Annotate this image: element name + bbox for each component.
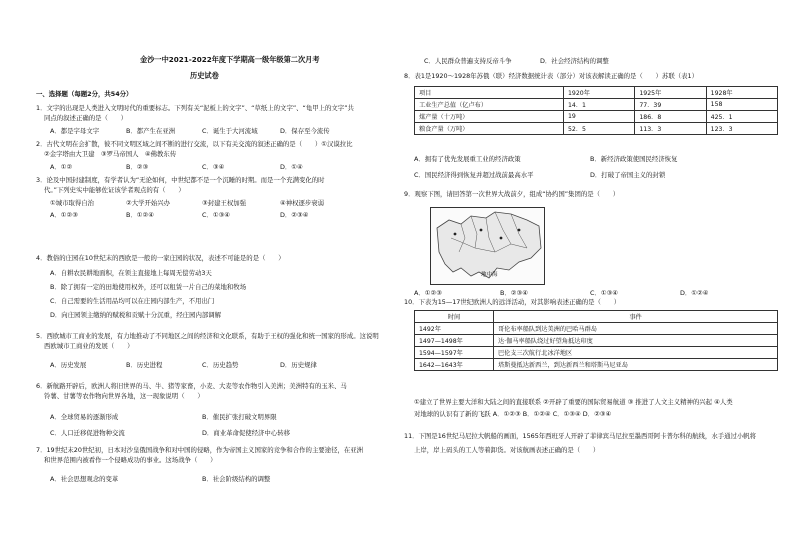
q8-option-b[interactable]: B．新经济政策使国民经济恢复 (590, 155, 678, 163)
q3-sub-4: ④神权逐步衰弱 (280, 199, 325, 207)
q1-option-d[interactable]: D．保存至今流传 (280, 127, 330, 135)
q1-option-c[interactable]: C．诞生于大河流域 (202, 127, 258, 135)
q6-option-a[interactable]: A．全球贸易的逐渐形成 (50, 413, 119, 421)
table-cell: 塔斯曼抵达新西兰，到达新西兰和塔斯马尼亚岛 (494, 359, 778, 371)
europe-map (430, 207, 545, 285)
table-row (415, 87, 778, 99)
map-label-mediterranean: 地中海 (481, 272, 498, 278)
exam-subject: 历史试卷 (190, 71, 219, 80)
table-cell: 粮食产量（万吨） (415, 123, 564, 135)
q4-option-d[interactable]: D．向庄园领主缴纳的赋税和贡赋十分沉重，经庄园内部调解 (50, 311, 222, 319)
table-header-cell: 时间 (415, 311, 494, 323)
q11-line1: 11．下图是16世纪马尼拉大帆船的画面，1565年西班牙人开辟了菲律宾马尼拉至墨西哥阿卡普尔科的航线，水手通过小帆将 (404, 432, 757, 440)
q3-option-c[interactable]: C．①③④ (202, 211, 231, 219)
q7-option-d[interactable]: D．社会经济结构的调整 (540, 57, 609, 65)
q5-option-c[interactable]: C．历史趋势 (202, 361, 239, 369)
q9-option-a[interactable]: A．①②③ (414, 289, 442, 297)
q5-option-d[interactable]: D．历史规律 (280, 361, 317, 369)
q6-option-c[interactable]: C．人口迁移促进物种交流 (50, 429, 125, 437)
q6-option-d[interactable]: D．商业革命促使经济中心转移 (202, 429, 290, 437)
q2-line1: 2．古代文明在会扩散，彼不同文明区域之间不断的进行交流，以下有关交流的叙述正确的是（ ）①汉谟拉比 (36, 140, 353, 148)
table-header-cell: 项目 (415, 87, 564, 99)
q3-sub-3: ③封建王权加强 (202, 199, 247, 207)
table-cell: 哥伦布率船队到达美洲的巴哈马群岛 (494, 323, 778, 335)
q3-line1: 3．论及中国封建制度，有学者认为“无论如何，中世纪都不是一个沉睡的时期。而是一个充满变化的时 (36, 176, 325, 184)
q7-option-a[interactable]: A．社会思想观念的变革 (50, 475, 119, 483)
q3-option-d[interactable]: D．②③④ (280, 211, 309, 219)
table-cell: 113．3 (635, 123, 706, 135)
table-cell: 186．8 (635, 111, 706, 123)
table-cell: 1497—1498年 (415, 335, 494, 347)
q3-sub-1: ①城市取得自治 (50, 199, 95, 207)
table-header-cell: 1928年 (706, 87, 777, 99)
q9-line1: 9．观察下图，请回答第一次世界大战前夕，组成“协约国”集团的是（ ） (404, 190, 620, 198)
q11-line2: 上岸，岸上码头的工人等着卸货。对该航画表述正确的是（ ） (414, 446, 600, 454)
table-cell: 19 (564, 111, 635, 123)
table-cell: 158 (706, 99, 777, 111)
q8-line1: 8．表1是1920～1928年苏俄（联）经济数据统计表（部分）对该表解读正确的是（ ）苏联（表1） (404, 72, 698, 80)
q8-option-c[interactable]: C．国民经济得到恢复并超过战前最高水平 (414, 171, 534, 179)
table-cell: 123．3 (706, 123, 777, 135)
q8-table (414, 86, 778, 135)
table-cell: 1492年 (415, 323, 494, 335)
table-cell: 14．1 (564, 99, 635, 111)
table-cell: 巴伦支三次航行北冰洋地区 (494, 347, 778, 359)
q5-line2: 西欧城市工商业的发展（ ） (44, 342, 134, 350)
q4-line1: 4．教俗的庄园在10世纪末的西欧是一般的一家庄园的状况，表述不可能是的是（ ） (36, 254, 285, 262)
q5-line1: 5．西欧城市工商业的发展，有力地推动了不同地区之间的经济和文化联系，有助于王权的强化和统一国家的形成。这说明 (36, 332, 379, 340)
section-title: 一、选择题（每题2分，共54分） (36, 90, 133, 98)
q3-line2: 代。”下列史实中能够佐证该学者观点的有（ ） (44, 186, 185, 194)
q9-option-c[interactable]: C．①③④ (590, 289, 619, 297)
table-row (415, 111, 778, 123)
q4-option-b[interactable]: B．除了拥有一定的田地使用权外，还可以租赁一片自己的菜地和牧场 (50, 283, 247, 291)
q7-line2: 和世界范围内被看作一个侵略成功的事业。这场战争（ ） (44, 456, 217, 464)
q8-option-a[interactable]: A．拥有了优先发展重工业的经济政策 (414, 155, 521, 163)
table-row (415, 99, 778, 111)
q1-line2: 同点的叙述正确的是（ ） (44, 114, 128, 122)
q10-options[interactable]: 对地球的认识有了新的飞跃 A．①②③ B．①②④ C．①③④ D．②③④ (414, 410, 612, 418)
table-cell: 1642—1643年 (415, 359, 494, 371)
q9-option-b[interactable]: B．②③④ (500, 289, 528, 297)
q1-option-a[interactable]: A．都是字母文字 (50, 127, 100, 135)
table-cell: 煤产量（十万吨） (415, 111, 564, 123)
table-header-cell: 1920年 (564, 87, 635, 99)
q3-option-a[interactable]: A．①②③ (50, 211, 78, 219)
q4-option-c[interactable]: C．自己需要的生活用品均可以在庄园内部生产，不用出门 (50, 297, 215, 305)
q2-option-b[interactable]: B．②③ (126, 163, 149, 171)
q6-option-b[interactable]: B．催民扩张打破文明界限 (202, 413, 277, 421)
q4-option-a[interactable]: A．自耕农民耕地面积，在领主直接地上每周无偿劳动3天 (50, 269, 212, 277)
exam-title: 金沙一中2021-2022年度下学期高一级年级第二次月考 (140, 55, 320, 64)
table-header-cell: 1925年 (635, 87, 706, 99)
table-cell: 425．1 (706, 111, 777, 123)
table-header-cell: 事件 (494, 311, 778, 323)
q10-statements: ①建立了世界主要大洋和大陆之间的直接联系 ②开辟了重要的国际贸易航道 ③ 推进了人文主义精神的兴起 ④人类 (414, 398, 733, 406)
q2-option-d[interactable]: D．①④ (280, 163, 303, 171)
q7-line1: 7．19世纪末20世纪初，日本对沙皇俄国战争和对中国的侵略，作为帝国主义国家的竞争和合作的主要途径，在亚洲 (36, 446, 364, 454)
q7-option-b[interactable]: B．社会阶级结构的调整 (202, 475, 271, 483)
q3-option-b[interactable]: B．①②④ (126, 211, 154, 219)
table-cell: 工业生产总值（亿卢布） (415, 99, 564, 111)
q2-line2: ②金字塔由大卫建 ③罗马帝国人 ④佛教东传 (44, 150, 177, 158)
q2-option-a[interactable]: A．①② (50, 163, 73, 171)
q1-option-b[interactable]: B．都产生在亚洲 (126, 127, 176, 135)
q2-option-c[interactable]: C．③④ (202, 163, 225, 171)
q6-line2: 铃薯、甘薯等农作物向世界各地，这一现象说明（ ） (44, 392, 204, 400)
table-cell: 1594—1597年 (415, 347, 494, 359)
q5-option-a[interactable]: A．历史发展 (50, 361, 87, 369)
q1-line1: 1．文字的出现是人类进入文明时代的重要标志。下列有关“泥板上的文字”、“草纸上的文字”、“龟甲上的文字”共 (36, 104, 354, 112)
q7-option-c[interactable]: C．人民群众普遍支持反帝斗争 (424, 57, 512, 65)
q8-option-d[interactable]: D．打破了帝国主义的封锁 (590, 171, 666, 179)
table-cell: 77．39 (635, 99, 706, 111)
table-row (415, 123, 778, 135)
table-cell: 达·伽马率船队绕过好望角抵达印度 (494, 335, 778, 347)
q3-sub-2: ②大学开始兴办 (126, 199, 171, 207)
q9-option-d[interactable]: D．①②④ (680, 289, 709, 297)
q10-line1: 10．下表为15—17世纪欧洲人的远洋活动，对其影响表述正确的是（ ） (404, 298, 621, 306)
left-column (20, 0, 400, 552)
q6-line1: 6．新航路开辟后，欧洲人将旧世界的马、牛、猪等家畜，小麦、大麦等农作物引入美洲；美洲特有的玉米、马 (36, 382, 347, 390)
table-cell: 52．5 (564, 123, 635, 135)
q5-option-b[interactable]: B．历史进程 (126, 361, 163, 369)
